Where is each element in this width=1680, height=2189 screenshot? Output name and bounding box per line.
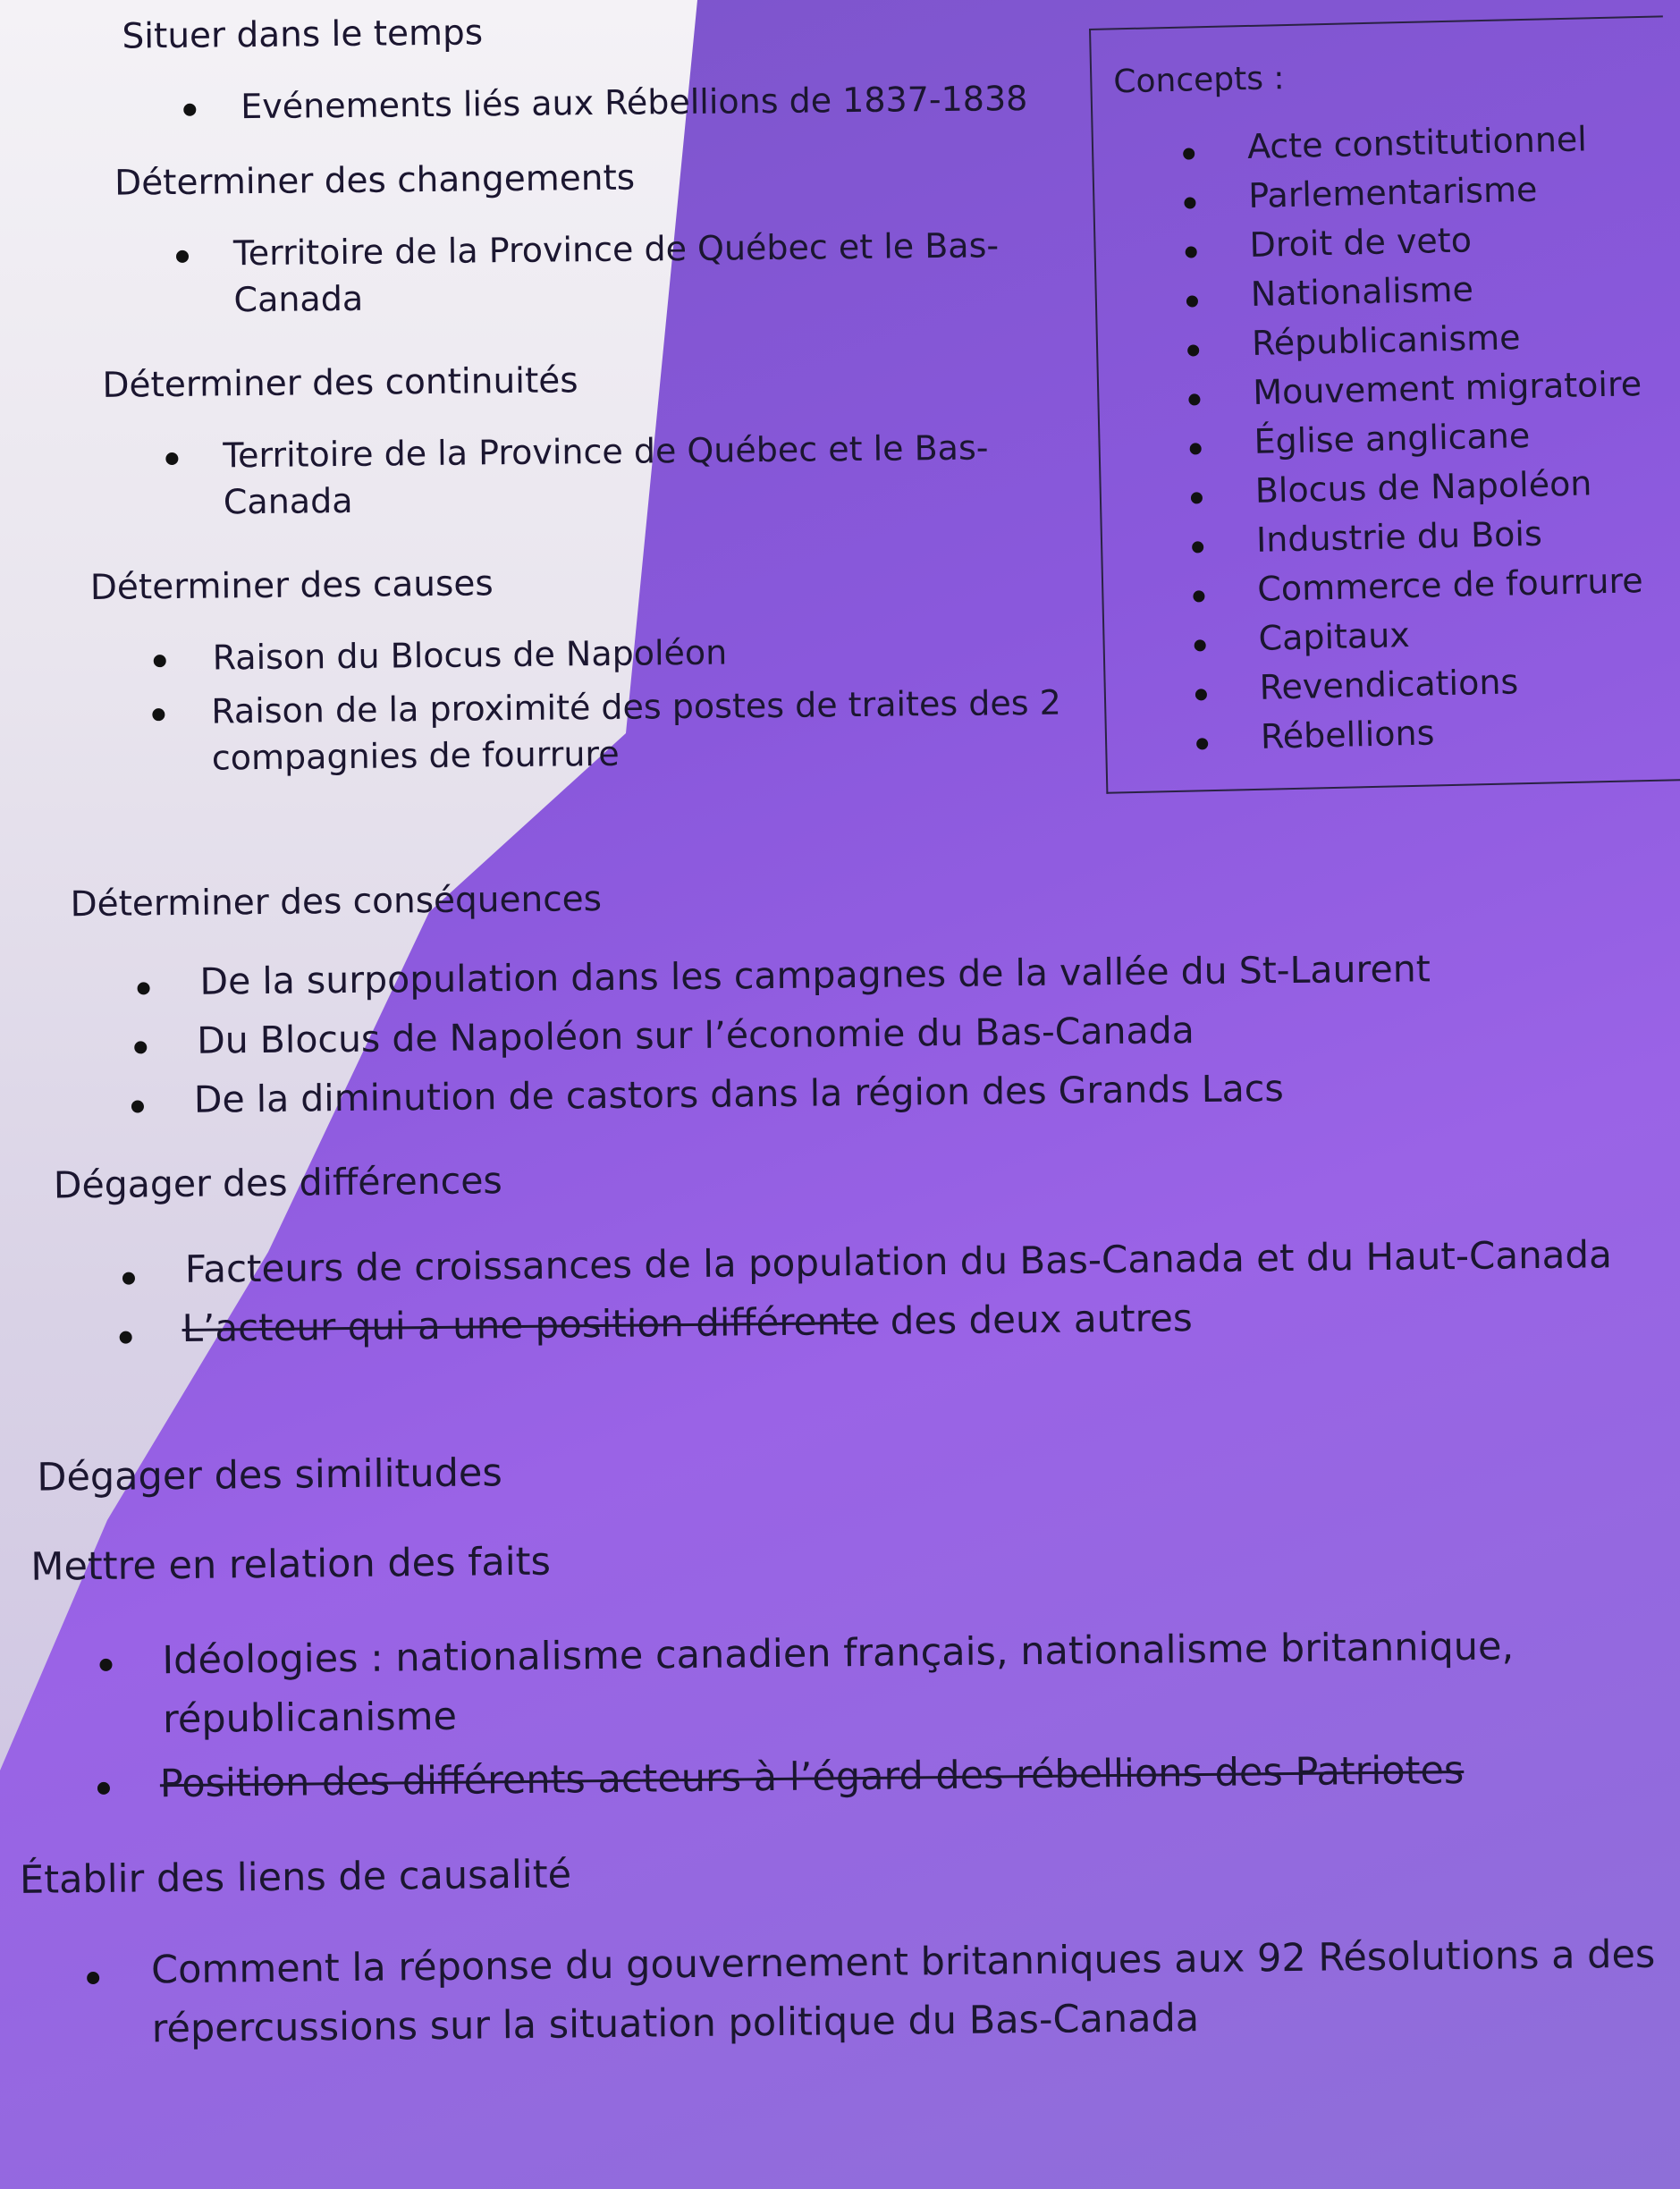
heading-similitudes: Dégager des similitudes bbox=[37, 1450, 503, 1500]
heading-situer: Situer dans le temps bbox=[122, 13, 484, 57]
item-consequences-1: De la surpopulation dans les campagnes de la vallée du St-Laurent bbox=[199, 947, 1431, 1003]
concept-item: Capitaux bbox=[1258, 615, 1411, 658]
heading-consequences: Déterminer des conséquences bbox=[70, 879, 603, 925]
concept-item: Droit de veto bbox=[1249, 220, 1473, 265]
heading-causalite: Établir des liens de causalité bbox=[19, 1852, 572, 1903]
concept-item: Nationalisme bbox=[1250, 269, 1474, 314]
bullet bbox=[99, 1659, 112, 1671]
item-differences-2 bbox=[182, 1295, 1193, 1352]
bullet bbox=[134, 1041, 147, 1053]
item-causes-1: Raison du Blocus de Napoléon bbox=[212, 632, 728, 678]
bullet bbox=[152, 708, 165, 721]
concept-item: Revendications bbox=[1259, 662, 1519, 707]
concept-bullet bbox=[1188, 393, 1200, 405]
concept-item: Église anglicane bbox=[1254, 415, 1531, 461]
concept-bullet bbox=[1186, 246, 1197, 258]
item-differences-1: Facteurs de croissances de la population du Bas-Canada et du Haut-Canada bbox=[184, 1232, 1613, 1291]
struck-text: L’acteur qui a une position différente bbox=[182, 1298, 879, 1350]
concepts-title: Concepts : bbox=[1112, 60, 1286, 101]
concept-item: Blocus de Napoléon bbox=[1254, 463, 1592, 511]
concepts-box bbox=[1089, 15, 1680, 793]
concept-bullet bbox=[1196, 738, 1208, 749]
bullet bbox=[120, 1331, 132, 1344]
heading-changements: Déterminer des changements bbox=[114, 157, 636, 204]
item-relation-2 bbox=[160, 1741, 1465, 1813]
concept-item: Rébellions bbox=[1260, 713, 1435, 756]
bullet bbox=[183, 104, 196, 116]
item-causes-2: Raison de la proximité des postes de traites des 2 compagnies de fourrure bbox=[211, 682, 1061, 778]
item-relation-1: Idéologies : nationalisme canadien français, nationalisme britannique, républicanisme bbox=[162, 1624, 1515, 1743]
concept-item: Industrie du Bois bbox=[1255, 513, 1543, 560]
item-changements-1: Territoire de la Province de Québec et le Bas- Canada bbox=[232, 225, 1000, 320]
bullet bbox=[97, 1782, 110, 1795]
heading-causes: Déterminer des causes bbox=[89, 563, 494, 608]
concept-item: Commerce de fourrure bbox=[1256, 561, 1644, 609]
concept-bullet bbox=[1195, 639, 1206, 651]
bullet bbox=[131, 1100, 144, 1112]
concept-item: Mouvement migratoire bbox=[1252, 364, 1642, 412]
bullet bbox=[87, 1972, 99, 1984]
bullet bbox=[176, 250, 189, 263]
item-causalite-1: Comment la réponse du gouvernement britanniques aux 92 Résolutions a des répercussions sur la situation politique du Bas-Canada bbox=[150, 1931, 1656, 2052]
concept-bullet bbox=[1195, 689, 1207, 700]
concept-bullet bbox=[1191, 492, 1203, 503]
bullet bbox=[138, 982, 150, 994]
heading-differences: Dégager des différences bbox=[53, 1159, 503, 1207]
concept-bullet bbox=[1184, 197, 1195, 208]
concept-bullet bbox=[1186, 295, 1198, 307]
concept-bullet bbox=[1190, 443, 1202, 454]
concept-item: Parlementarisme bbox=[1247, 169, 1538, 216]
concept-bullet bbox=[1187, 344, 1199, 356]
bullet bbox=[154, 655, 166, 667]
item-situer-1: Evénements liés aux Rébellions de 1837-1838 bbox=[241, 78, 1028, 127]
bullet bbox=[122, 1272, 135, 1284]
concept-bullet bbox=[1183, 148, 1195, 159]
concept-item: Républicanisme bbox=[1251, 317, 1521, 363]
item-continuites-1: Territoire de la Province de Québec et le Bas- Canada bbox=[223, 427, 989, 522]
item-consequences-2: Du Blocus de Napoléon sur l’économie du Bas-Canada bbox=[196, 1009, 1195, 1062]
item-text: des deux autres bbox=[878, 1296, 1193, 1343]
concept-bullet bbox=[1192, 541, 1203, 553]
heading-relation: Mettre en relation des faits bbox=[30, 1539, 552, 1590]
struck-text: Position des différents acteurs à l’égard des rébellions des Patriotes bbox=[159, 1747, 1465, 1807]
concept-bullet bbox=[1193, 590, 1204, 602]
item-consequences-3: De la diminution de castors dans la région des Grands Lacs bbox=[193, 1067, 1284, 1121]
concept-item: Acte constitutionnel bbox=[1246, 119, 1588, 167]
heading-continuites: Déterminer des continuités bbox=[102, 360, 578, 406]
bullet bbox=[165, 452, 178, 465]
